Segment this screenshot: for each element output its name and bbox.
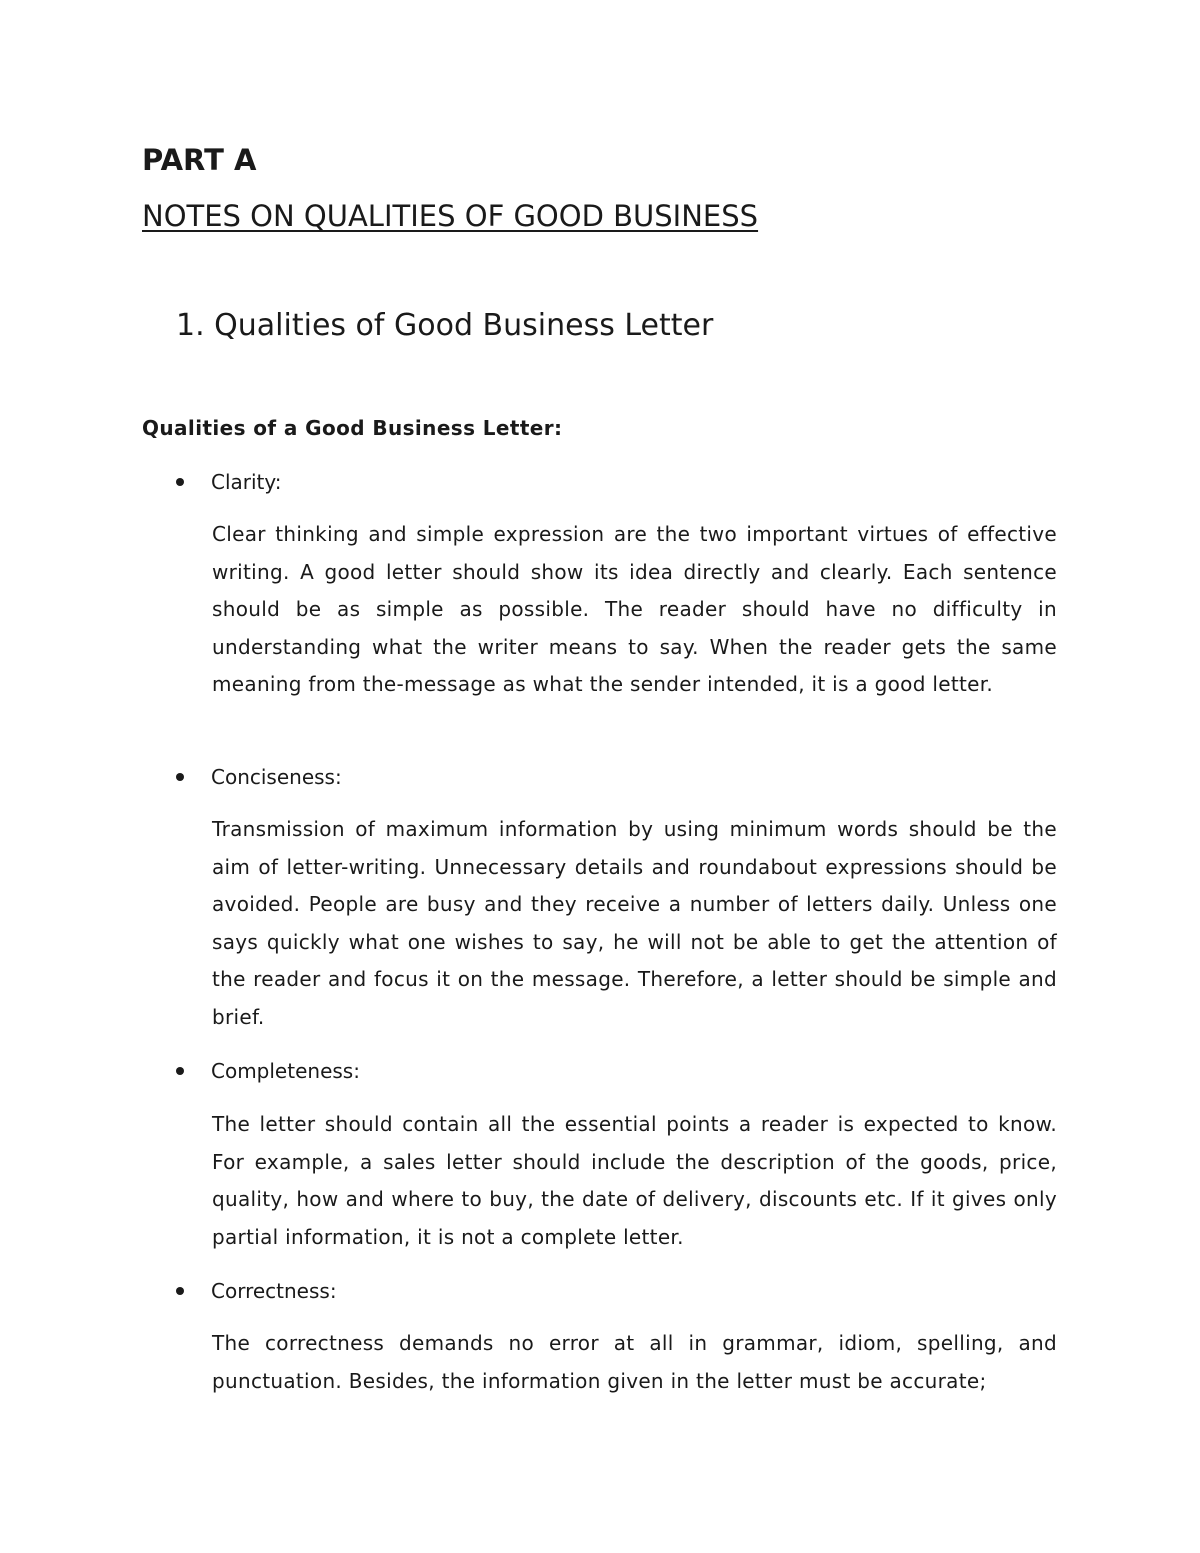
bullet-icon — [176, 773, 184, 781]
item-label: Clarity: — [211, 470, 282, 494]
bullet-icon — [176, 1067, 184, 1075]
item-label: Conciseness: — [211, 765, 342, 789]
notes-title: NOTES ON QUALITIES OF GOOD BUSINESS — [142, 199, 759, 233]
bullet-icon — [176, 1287, 184, 1295]
item-paragraph-conciseness: Transmission of maximum information by using minimum words should be the aim of letter-writing. Unnecessary details and roundabout expressions should be avoided. People are busy and they receive a number of letters daily. Unless one says quickly what one wishes to say, he will not be able to get the attention of the reader and focus it on the message. Therefore, a letter should be simple and brief. — [212, 817, 1057, 1029]
item-label: Correctness: — [211, 1279, 337, 1303]
list-item-correctness — [176, 1277, 337, 1305]
item-paragraph-clarity: Clear thinking and simple expression are the two important virtues of effective writing. A good letter should show its idea directly and clearly. Each sentence should be as simple as possible. The reader should have no difficulty in understanding what the writer means to say. When the reader gets the same meaning from the-message as what the sender intended, it is a good letter. — [212, 522, 1057, 697]
item-paragraph-completeness: The letter should contain all the essential points a reader is expected to know. For example, a sales letter should include the description of the goods, price, quality, how and where to buy, the date of delivery, discounts etc. If it gives only partial information, it is not a complete letter. — [212, 1112, 1057, 1249]
section-heading: 1. Qualities of Good Business Letter — [176, 308, 714, 343]
list-item-conciseness — [176, 763, 342, 791]
item-paragraph-correctness: The correctness demands no error at all in grammar, idiom, spelling, and punctuation. Besides, the information given in the letter must be accurate; — [212, 1331, 1057, 1393]
qualities-subheading: Qualities of a Good Business Letter: — [142, 416, 563, 440]
list-item-completeness — [176, 1057, 360, 1085]
item-label: Completeness: — [211, 1059, 360, 1083]
list-item-clarity — [176, 468, 282, 496]
bullet-icon — [176, 478, 184, 486]
part-title: PART A — [142, 143, 257, 177]
